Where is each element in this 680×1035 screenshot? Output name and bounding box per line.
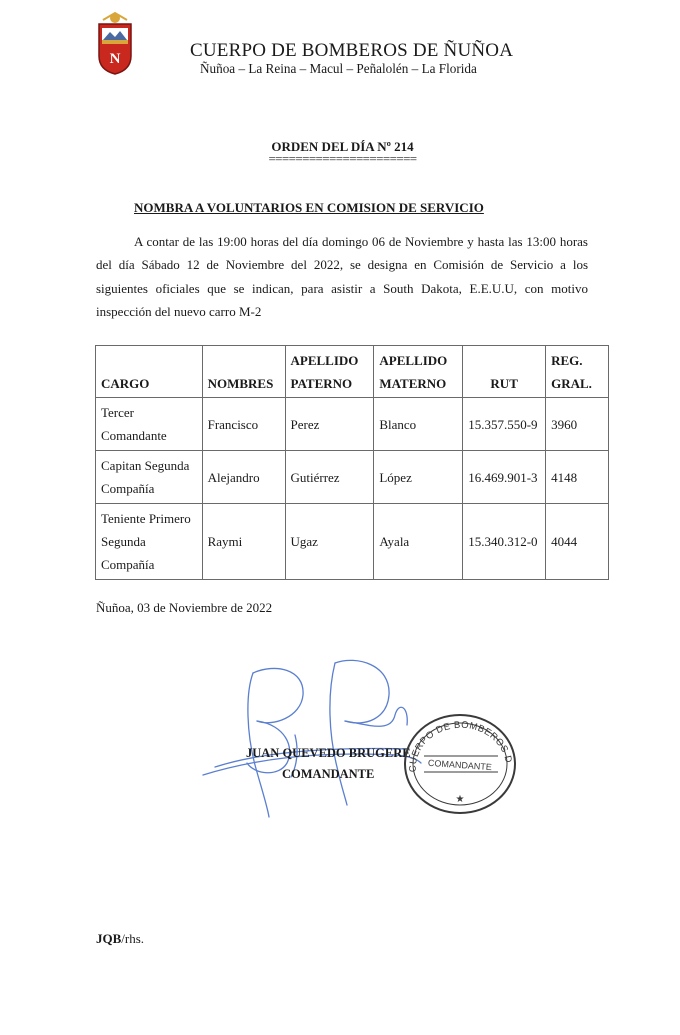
cell-cargo: Teniente Primero Segunda Compañía <box>96 504 203 580</box>
svg-text:CUERPO DE BOMBEROS DE ÑUÑOA: CUERPO DE BOMBEROS D <box>407 719 514 773</box>
header-cargo: CARGO <box>96 346 203 398</box>
cell-apellido-materno: Blanco <box>374 398 463 451</box>
commander-stamp <box>402 712 519 816</box>
table-row <box>96 504 609 580</box>
cell-reg-gral: 4148 <box>546 451 609 504</box>
cell-rut: 15.340.312-0 <box>463 504 546 580</box>
header-apellido-paterno: APELLIDO PATERNO <box>285 346 374 398</box>
header-nombres: NOMBRES <box>202 346 285 398</box>
cell-apellido-materno: Ayala <box>374 504 463 580</box>
svg-text:COMANDANTE: COMANDANTE <box>427 757 493 773</box>
cell-nombres: Alejandro <box>202 451 285 504</box>
body-paragraph: A contar de las 19:00 horas del día domingo 06 de Noviembre y hasta las 13:00 horas del día Sábado 12 de Noviembre del 2022, se designa en Comisión de Servicio a los siguientes oficiales que se indican, para asistir a South Dakota, E.E.U.U, con motivo inspección del nuevo carro M-2 <box>96 234 588 320</box>
order-title: ORDEN DEL DÍA Nº 214 <box>271 139 414 154</box>
cell-cargo: Tercer Comandante <box>96 398 203 451</box>
cell-apellido-paterno: Ugaz <box>285 504 374 580</box>
organization-name: CUERPO DE BOMBEROS DE ÑUÑOA <box>190 40 514 61</box>
section-title: NOMBRA A VOLUNTARIOS EN COMISION DE SERVICIO <box>134 200 484 215</box>
cell-nombres: Raymi <box>202 504 285 580</box>
header-reg-gral: REG. GRAL. <box>546 346 609 398</box>
handwritten-signature <box>195 655 425 825</box>
cell-apellido-paterno: Gutiérrez <box>285 451 374 504</box>
header-rut: RUT <box>463 346 546 398</box>
signer-role: COMANDANTE <box>282 767 375 781</box>
table-row <box>96 451 609 504</box>
table-row <box>96 398 609 451</box>
cell-cargo: Capitan Segunda Compañía <box>96 451 203 504</box>
cell-nombres: Francisco <box>202 398 285 451</box>
svg-text:N: N <box>109 51 121 67</box>
organization-communes: Ñuñoa – La Reina – Macul – Peñalolén – La Florida <box>200 61 477 76</box>
order-title-rule: ====================== <box>268 151 417 166</box>
svg-text:★: ★ <box>455 794 465 805</box>
cell-rut: 16.469.901-3 <box>463 451 546 504</box>
header-apellido-materno: APELLIDO MATERNO <box>374 346 463 398</box>
table-header-row <box>96 346 609 398</box>
officers-table <box>95 345 609 580</box>
reference-initials: JQB/rhs. <box>96 931 145 946</box>
cell-apellido-paterno: Perez <box>285 398 374 451</box>
place-date: Ñuñoa, 03 de Noviembre de 2022 <box>96 600 273 615</box>
cell-reg-gral: 3960 <box>546 398 609 451</box>
cell-rut: 15.357.550-9 <box>463 398 546 451</box>
signer-name: JUAN QUEVEDO BRUGERE <box>246 746 411 760</box>
cell-apellido-materno: López <box>374 451 463 504</box>
cell-reg-gral: 4044 <box>546 504 609 580</box>
fire-department-crest-icon <box>93 10 137 76</box>
